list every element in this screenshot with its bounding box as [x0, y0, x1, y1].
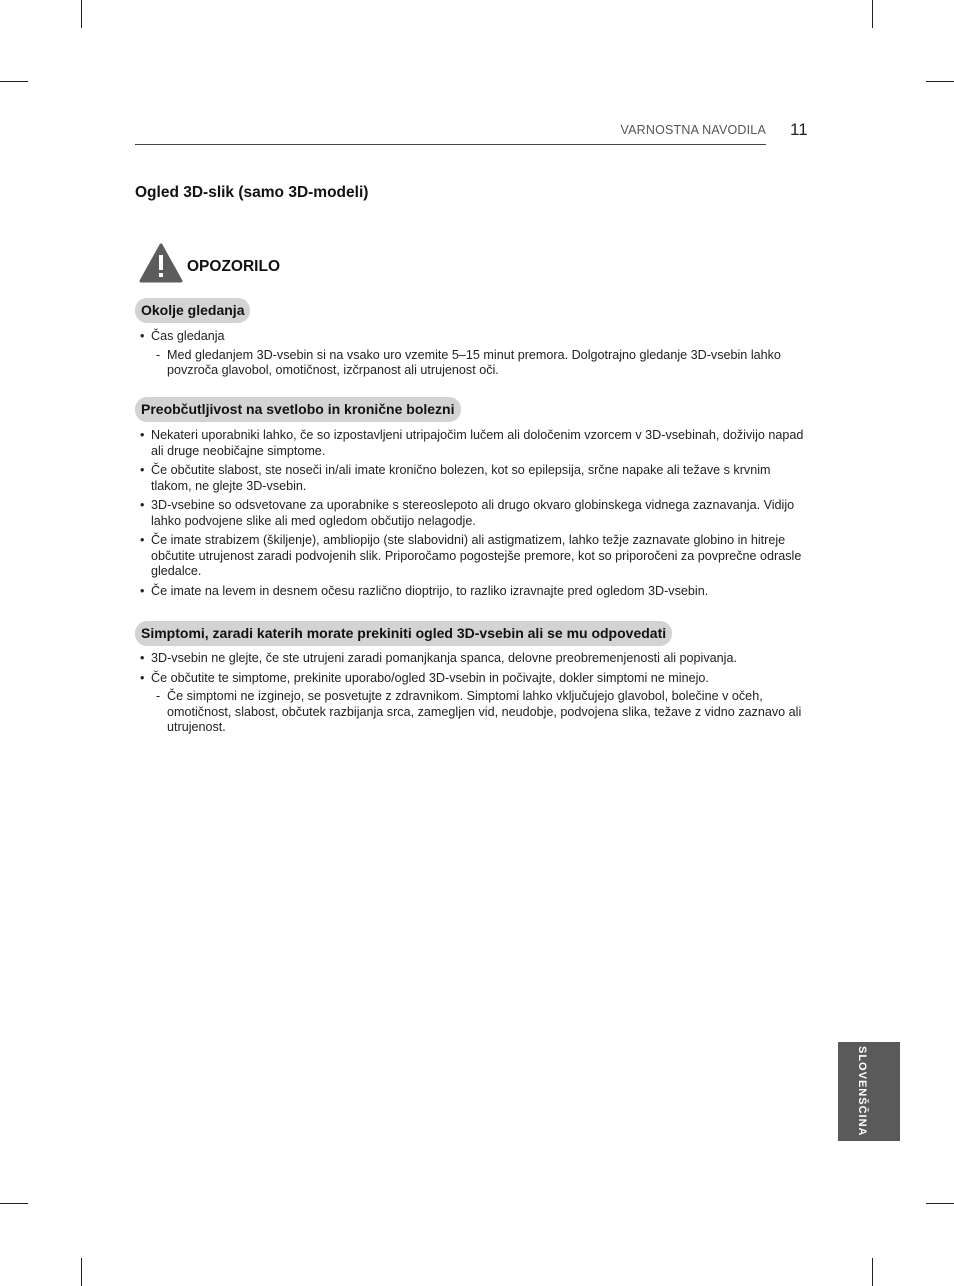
crop-mark	[872, 0, 873, 28]
bullet-marker: •	[140, 583, 145, 598]
warning-label: OPOZORILO	[187, 258, 280, 275]
subsection-body	[140, 651, 808, 736]
warning-heading	[139, 242, 280, 284]
list-item-text: Če imate strabizem (škiljenje), ambliopijo (ste slabovidni) ali astigmatizem, lahko težje zaznavate globino in hitreje občutite utrujenost zaradi podvojenih slik. Priporočamo pogostejše premore, kot so priporočeni za povprečne odrasle gledalce.	[151, 533, 802, 578]
sub-list-item	[140, 348, 808, 379]
language-tab-label: SLOVENŠČINA	[856, 1046, 868, 1137]
dash-marker: -	[156, 347, 161, 362]
list-item	[140, 584, 808, 600]
bullet-marker: •	[140, 498, 145, 512]
sub-list-item	[140, 689, 808, 736]
subsection-body	[140, 428, 808, 599]
bullet-marker: •	[140, 670, 145, 685]
running-title: VARNOSTNA NAVODILA	[620, 123, 766, 137]
list-item	[140, 651, 808, 667]
list-item	[140, 463, 808, 494]
bullet-marker: •	[140, 651, 145, 665]
list-item-text: Če občutite slabost, ste noseči in/ali imate kronično bolezen, kot so epilepsija, srčne napake ali težave s krvnim tlakom, ne glejte 3D-vsebin.	[151, 463, 771, 493]
list-item-text: 3D-vsebin ne glejte, če ste utrujeni zaradi pomanjkanja spanca, delovne preobremenjenosti ali popivanja.	[151, 651, 737, 665]
list-item-text: Čas gledanja	[151, 329, 225, 343]
bullet-marker: •	[140, 463, 145, 477]
list-item	[140, 671, 808, 687]
header-rule	[135, 144, 766, 145]
bullet-marker: •	[140, 533, 145, 547]
list-item	[140, 533, 808, 580]
page-number: 11	[790, 120, 808, 139]
list-item	[140, 329, 808, 345]
crop-mark	[81, 1258, 82, 1286]
list-item-text: Nekateri uporabniki lahko, če so izpostavljeni utripajočim lučem ali določenim vzorcem v 3D-vsebinah, doživijo napad ali druge neobičajne simptome.	[151, 428, 804, 458]
subsection-heading: Preobčutljivost na svetlobo in kronične bolezni	[135, 397, 461, 422]
sub-list-item-text: Če simptomi ne izginejo, se posvetujte z zdravnikom. Simptomi lahko vključujejo glavobol, bolečine v očeh, omotičnost, slabost, občutek razbijanja srca, zamegljen vid, neudobje, podvojena slika, težave z vidno zaznavo ali utrujenost.	[167, 689, 802, 734]
list-item	[140, 428, 808, 459]
crop-mark	[872, 1258, 873, 1286]
bullet-marker: •	[140, 428, 145, 442]
crop-mark	[81, 0, 82, 28]
language-side-tab	[838, 1042, 900, 1141]
sub-list-item-text: Med gledanjem 3D-vsebin si na vsako uro vzemite 5–15 minut premora. Dolgotrajno gledanje 3D-vsebin lahko povzroča glavobol, omotičnost, izčrpanost ali utrujenost oči.	[167, 347, 781, 377]
dash-marker: -	[156, 689, 161, 703]
section-title: Ogled 3D-slik (samo 3D-modeli)	[135, 184, 369, 201]
crop-mark	[0, 1203, 28, 1204]
bullet-marker: •	[140, 329, 145, 343]
warning-triangle-icon	[139, 243, 183, 283]
subsection-body	[140, 329, 808, 379]
crop-mark	[926, 81, 954, 82]
crop-mark	[0, 81, 28, 82]
list-item-text: Če imate na levem in desnem očesu različno dioptrijo, to razliko izravnajte pred ogledom 3D-vsebin.	[151, 583, 709, 598]
list-item-text: 3D-vsebine so odsvetovane za uporabnike s stereoslepoto ali drugo okvaro globinskega vidnega zaznavanja. Vidijo lahko podvojene slike ali med ogledom občutijo nelagodje.	[151, 498, 795, 528]
crop-mark	[926, 1203, 954, 1204]
list-item-text: Če občutite te simptome, prekinite uporabo/ogled 3D-vsebin in počivajte, dokler simptomi ne minejo.	[151, 670, 709, 685]
subsection-heading: Okolje gledanja	[135, 298, 250, 323]
subsection-heading: Simptomi, zaradi katerih morate prekiniti ogled 3D-vsebin ali se mu odpovedati	[135, 621, 672, 646]
list-item	[140, 498, 808, 529]
